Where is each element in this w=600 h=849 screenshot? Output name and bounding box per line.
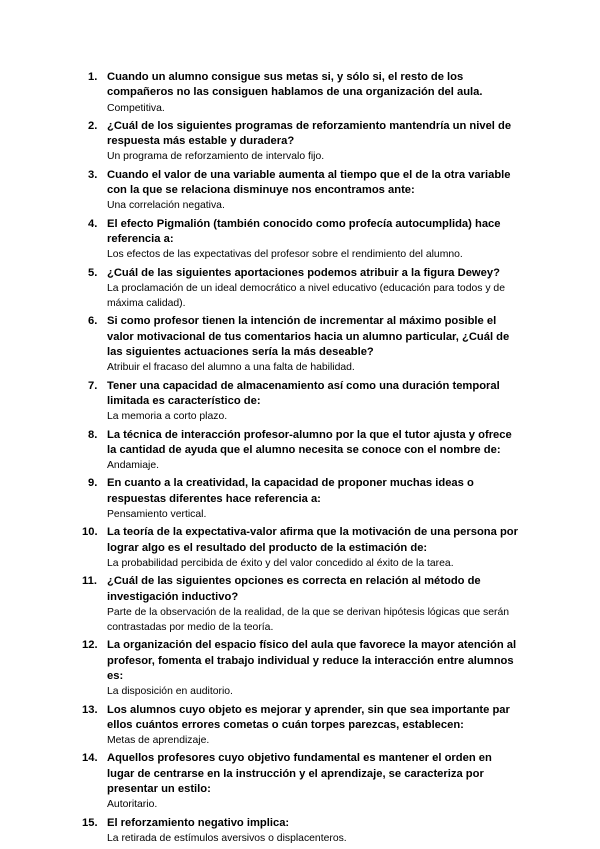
answer-text: La probabilidad percibida de éxito y del valor concedido al éxito de la tarea. bbox=[107, 557, 454, 569]
question-number: 8. bbox=[88, 428, 98, 441]
document-page bbox=[0, 70, 600, 849]
answer-text: Una correlación negativa. bbox=[107, 200, 225, 212]
question-number: 11. bbox=[82, 575, 97, 588]
question-text: Tener una capacidad de almacenamiento así como una duración temporal limitada es característico de: bbox=[107, 379, 500, 407]
question-text: El efecto Pigmalión (también conocido como profecía autocumplida) hace referencia a: bbox=[107, 217, 501, 245]
question-text: Cuando un alumno consigue sus metas si, y sólo si, el resto de los compañeros no las consiguen hablamos de una organización del aula. bbox=[107, 71, 483, 99]
question-item-9 bbox=[0, 476, 600, 522]
answer-text: La retirada de estímulos aversivos o displacenteros. bbox=[107, 832, 347, 844]
question-item-14 bbox=[0, 751, 600, 812]
question-number: 1. bbox=[88, 71, 98, 83]
answer-text: Pensamiento vertical. bbox=[107, 509, 207, 521]
answer-text: Metas de aprendizaje. bbox=[107, 735, 210, 747]
question-text: Cuando el valor de una variable aumenta al tiempo que el de la otra variable con la que se relaciona disminuye nos encontramos ante: bbox=[107, 168, 511, 197]
question-item-13 bbox=[0, 703, 600, 749]
question-number: 14. bbox=[82, 752, 98, 765]
question-text: Si como profesor tienen la intención de incrementar al máximo posible el valor motivacional de tus comentarios hacia un alumno particular, ¿Cuál de las siguientes actuaciones sería la más deseable? bbox=[107, 315, 510, 359]
answer-text: Atribuir el fracaso del alumno a una falta de habilidad. bbox=[107, 362, 355, 374]
answer-text: Autoritario. bbox=[107, 799, 158, 811]
question-text: Aquellos profesores cuyo objetivo fundamental es mantener el orden en lugar de centrarse en la instrucción y el aprendizaje, se caracteriza por presentar un estilo: bbox=[107, 752, 492, 796]
question-item-15 bbox=[0, 816, 600, 847]
question-number: 5. bbox=[88, 266, 98, 279]
question-number: 2. bbox=[88, 119, 98, 132]
question-item-2 bbox=[0, 119, 600, 165]
answer-text: Andamiaje. bbox=[107, 460, 159, 472]
question-number: 3. bbox=[88, 168, 98, 181]
question-item-11 bbox=[0, 574, 600, 635]
answer-text: La disposición en auditorio. bbox=[107, 686, 233, 698]
question-item-12 bbox=[0, 638, 600, 699]
question-text: Los alumnos cuyo objeto es mejorar y aprender, sin que sea importante par ellos cuántos errores cometas o cuán torpes parezcas, establecen: bbox=[107, 703, 510, 731]
question-item-4 bbox=[0, 217, 600, 263]
question-item-1 bbox=[0, 70, 600, 116]
question-item-3 bbox=[0, 168, 600, 214]
question-number: 6. bbox=[88, 315, 98, 328]
answer-text: Los efectos de las expectativas del profesor sobre el rendimiento del alumno. bbox=[107, 249, 463, 261]
question-list bbox=[0, 70, 600, 846]
answer-text: Competitiva. bbox=[107, 102, 165, 114]
question-number: 13. bbox=[82, 703, 98, 716]
question-text: ¿Cuál de las siguientes opciones es correcta en relación al método de investigación inductivo? bbox=[107, 575, 481, 603]
question-number: 7. bbox=[88, 379, 98, 392]
question-text: La teoría de la expectativa-valor afirma que la motivación de una persona por lograr algo es el resultado del producto de la estimación de: bbox=[107, 526, 518, 554]
question-number: 10. bbox=[82, 526, 98, 539]
question-item-7 bbox=[0, 379, 600, 425]
question-number: 12. bbox=[82, 639, 98, 652]
answer-text: La proclamación de un ideal democrático a nivel educativo (educación para todos y de máxima calidad). bbox=[107, 282, 505, 310]
answer-text: Parte de la observación de la realidad, de la que se derivan hipótesis lógicas que serán contrastadas por medio de la teoría. bbox=[107, 606, 510, 634]
question-number: 9. bbox=[88, 477, 98, 490]
question-item-10 bbox=[0, 525, 600, 571]
question-number: 4. bbox=[88, 217, 98, 230]
answer-text: La memoria a corto plazo. bbox=[107, 411, 228, 423]
answer-text: Un programa de reforzamiento de intervalo fijo. bbox=[107, 151, 325, 163]
question-item-8 bbox=[0, 428, 600, 474]
question-text: La organización del espacio físico del aula que favorece la mayor atención al profesor, fomenta el trabajo individual y reduce la interacción entre alumnos es: bbox=[107, 639, 517, 682]
question-text: ¿Cuál de los siguientes programas de reforzamiento mantendría un nivel de respuesta más estable y duradera? bbox=[107, 119, 512, 148]
question-text: El reforzamiento negativo implica: bbox=[107, 816, 290, 829]
question-text: ¿Cuál de las siguientes aportaciones podemos atribuir a la figura Dewey? bbox=[107, 266, 500, 279]
question-item-6 bbox=[0, 314, 600, 375]
question-text: La técnica de interacción profesor-alumno por la que el tutor ajusta y ofrece la cantidad de ayuda que el alumno necesita se conoce con el nombre de: bbox=[107, 428, 512, 456]
question-text: En cuanto a la creatividad, la capacidad de proponer muchas ideas o respuestas diferentes hace referencia a: bbox=[107, 477, 474, 505]
question-item-5 bbox=[0, 266, 600, 312]
question-number: 15. bbox=[82, 816, 98, 829]
